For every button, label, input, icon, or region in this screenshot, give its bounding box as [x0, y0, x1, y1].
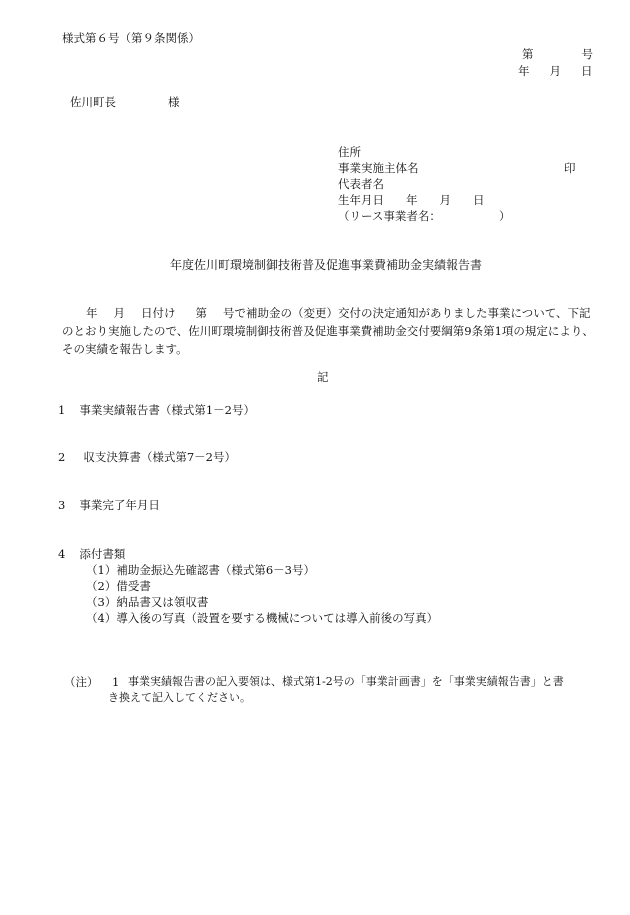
note-number: 1 — [112, 675, 120, 689]
item-number: 2 — [58, 450, 66, 464]
list-item — [58, 546, 125, 563]
representative-label: 代表者名 — [338, 177, 384, 191]
birth-year: 年 — [406, 193, 418, 207]
entity-name-label: 事業実施主体名 — [338, 161, 419, 175]
birthdate-label: 生年月日 — [338, 193, 384, 207]
body-number-prefix: 第 — [195, 306, 207, 320]
birthdate-row — [338, 192, 485, 209]
item-number: 4 — [58, 547, 66, 561]
attachment-item: （3）納品書又は領収書 — [86, 595, 209, 609]
date-year: 年 — [518, 64, 530, 78]
list-item — [58, 402, 255, 419]
ki-heading: 記 — [317, 370, 329, 384]
note-line-2: き換えて記入してください。 — [108, 691, 251, 704]
addressee — [70, 94, 180, 111]
list-item — [58, 497, 160, 514]
date-day: 日 — [581, 64, 593, 78]
body-paragraph — [62, 305, 594, 358]
item-number: 1 — [58, 403, 66, 417]
item-text: 添付書類 — [79, 547, 126, 561]
lease-label: （リース事業者名： — [338, 209, 441, 223]
document-title: 年度佐川町環境制御技術普及促進事業費補助金実績報告書 — [170, 258, 483, 272]
addressee-honorific: 様 — [168, 95, 180, 109]
body-month: 月 — [113, 306, 125, 320]
item-number: 3 — [58, 498, 66, 512]
date-month: 月 — [549, 64, 561, 78]
item-text: 事業完了年月日 — [79, 498, 160, 512]
addressee-name: 佐川町長 — [70, 95, 116, 109]
item-text: 事業実績報告書（様式第1－2号） — [79, 403, 255, 417]
lease-close: ） — [498, 209, 511, 223]
list-item — [58, 449, 236, 466]
doc-no-suffix: 号 — [581, 47, 593, 61]
attachment-item: （4）導入後の写真（設置を要する機械については導入前後の写真） — [86, 611, 439, 625]
body-day: 日付け — [141, 306, 176, 320]
body-year: 年 — [86, 306, 98, 320]
doc-no-label: 第 — [522, 47, 534, 61]
item-text: 収支決算書（様式第7－2号） — [83, 450, 236, 464]
birth-day: 日 — [473, 193, 485, 207]
document-date — [518, 63, 593, 80]
birth-month: 月 — [439, 193, 451, 207]
entity-name-row — [338, 160, 419, 177]
seal-label: 印 — [564, 161, 576, 175]
note-line-1: 事業実績報告書の記入要領は、様式第1-2号の「事業計画書」を「事業実績報告書」と書 — [128, 675, 564, 688]
address-label: 住所 — [338, 145, 361, 159]
attachment-item: （2）借受書 — [86, 579, 151, 593]
note-label: （注） — [64, 675, 99, 689]
document-number — [522, 46, 593, 63]
lease-row — [338, 208, 510, 225]
form-number: 様式第６号（第９条関係） — [62, 31, 200, 45]
attachment-item: （1）補助金振込先確認書（様式第6－3号） — [86, 563, 315, 577]
body-paragraph-rest: 号で補助金の（変更）交付の決定通知がありました事業について、下記のとおり実施したので、佐川町環境制御技術普及促進事業費補助金交付要綱第9条第1項の規定により、その実績を報告します。 — [62, 306, 594, 356]
